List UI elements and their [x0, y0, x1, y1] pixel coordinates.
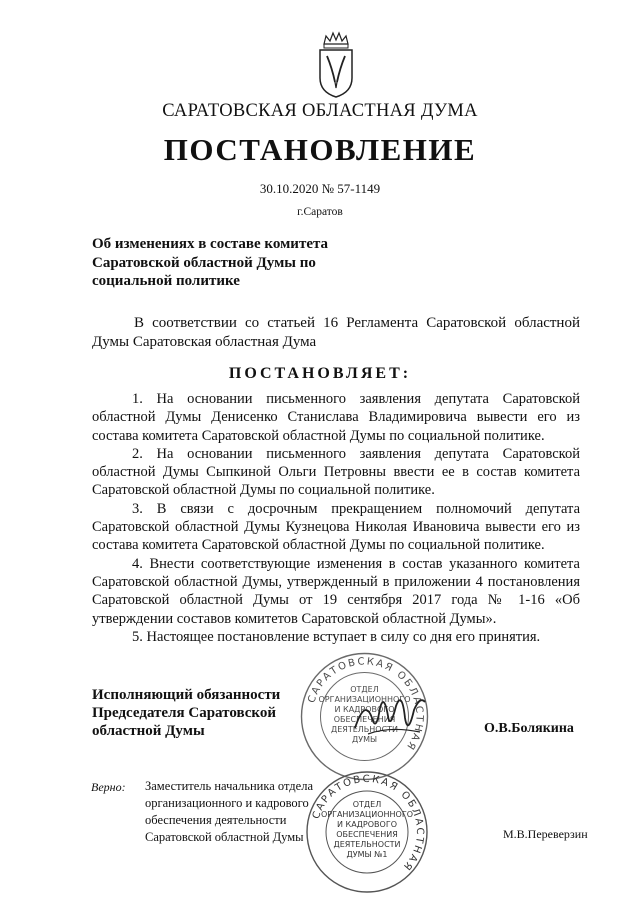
certification-label: Верно: — [91, 780, 126, 794]
stamp-center-line: И КАДРОВОГО — [334, 705, 395, 714]
signatory-name: О.В.Болякина — [484, 721, 574, 736]
stamp-center-line: ОБЕСПЕЧЕНИЯ — [333, 715, 396, 724]
certifier-name: М.В.Переверзин — [503, 827, 588, 841]
stamp-center-line: ДУМЫ — [351, 735, 378, 744]
stamp-ring-text: САРАТОВСКАЯ ОБЛАСТНАЯ — [306, 656, 425, 753]
certification-text: Заместитель начальника отдела организационного и кадрового обеспечения деятельности Саратовской областной Думы — [145, 779, 313, 844]
organization-name: САРАТОВСКАЯ ОБЛАСТНАЯ ДУМА — [162, 101, 478, 121]
handwritten-signature — [350, 688, 430, 743]
stamp-ring-text: САРАТОВСКАЯ ОБЛАСТНАЯ — [310, 773, 426, 874]
resolution-item: 3. В связи с досрочным прекращением полномочий депутата Саратовской областной Думы Кузнецова Николая Ивановича вывести его из состава комитета Саратовской областной Думы по социальной политике. — [92, 500, 580, 554]
resolution-item: 2. На основании письменного заявления депутата Саратовской областной Думы Сыпкиной Ольги Петровны ввести ее в состав комитета Саратовской областной Думы по социальной политике. — [92, 445, 580, 499]
stamp-center-line: ДЕЯТЕЛЬНОСТИ — [333, 840, 401, 849]
resolution-item: 1. На основании письменного заявления депутата Саратовской областной Думы Денисенко Станислава Владимировича вывести его из состава комитета Саратовской областной Думы по социальной политике. — [92, 391, 580, 444]
stamp-center-line: ОРГАНИЗАЦИОННОГО — [318, 695, 411, 704]
resolution-item: 4. Внести соответствующие изменения в состав указанного комитета Саратовской областной Думы, утвержденный в приложении 4 постановления Саратовской областной Думы от 19 сентября 2017 года № 1-16 «Об утверждении составов комитетов Саратовской областной Думы». — [92, 555, 580, 627]
resolution-item: 5. Настоящее постановление вступает в силу со дня его принятия. — [132, 628, 541, 645]
date-and-number: 30.10.2020 № 57-1149 — [259, 181, 381, 196]
city: г.Саратов — [297, 206, 343, 218]
saratov-coat-of-arms-icon — [316, 30, 356, 100]
document-type-title: ПОСТАНОВЛЕНИЕ — [163, 132, 477, 167]
decrees-heading: ПОСТАНОВЛЯЕТ: — [228, 365, 412, 382]
stamp-center-line: ДУМЫ №1 — [346, 850, 388, 859]
stamp-center-line: ОРГАНИЗАЦИОННОГО — [320, 810, 414, 819]
stamp-center-line: ОБЕСПЕЧЕНИЯ — [336, 830, 398, 839]
document-subject: Об изменениях в составе комитета Саратовской областной Думы по социальной политике — [92, 236, 329, 289]
stamp-center-line: ДЕЯТЕЛЬНОСТИ — [330, 725, 399, 734]
resolution-items — [92, 390, 580, 646]
intro-paragraph: В соответствии со статьей 16 Регламента Саратовской областной Думы Саратовская областная Дума — [92, 315, 580, 350]
stamp-center-line: ОТДЕЛ — [350, 685, 379, 694]
signatory-title: Исполняющий обязанности Председателя Саратовской областной Думы — [92, 687, 281, 739]
stamp-center-line: ОТДЕЛ — [352, 800, 382, 809]
stamp-center-line: И КАДРОВОГО — [336, 820, 398, 829]
